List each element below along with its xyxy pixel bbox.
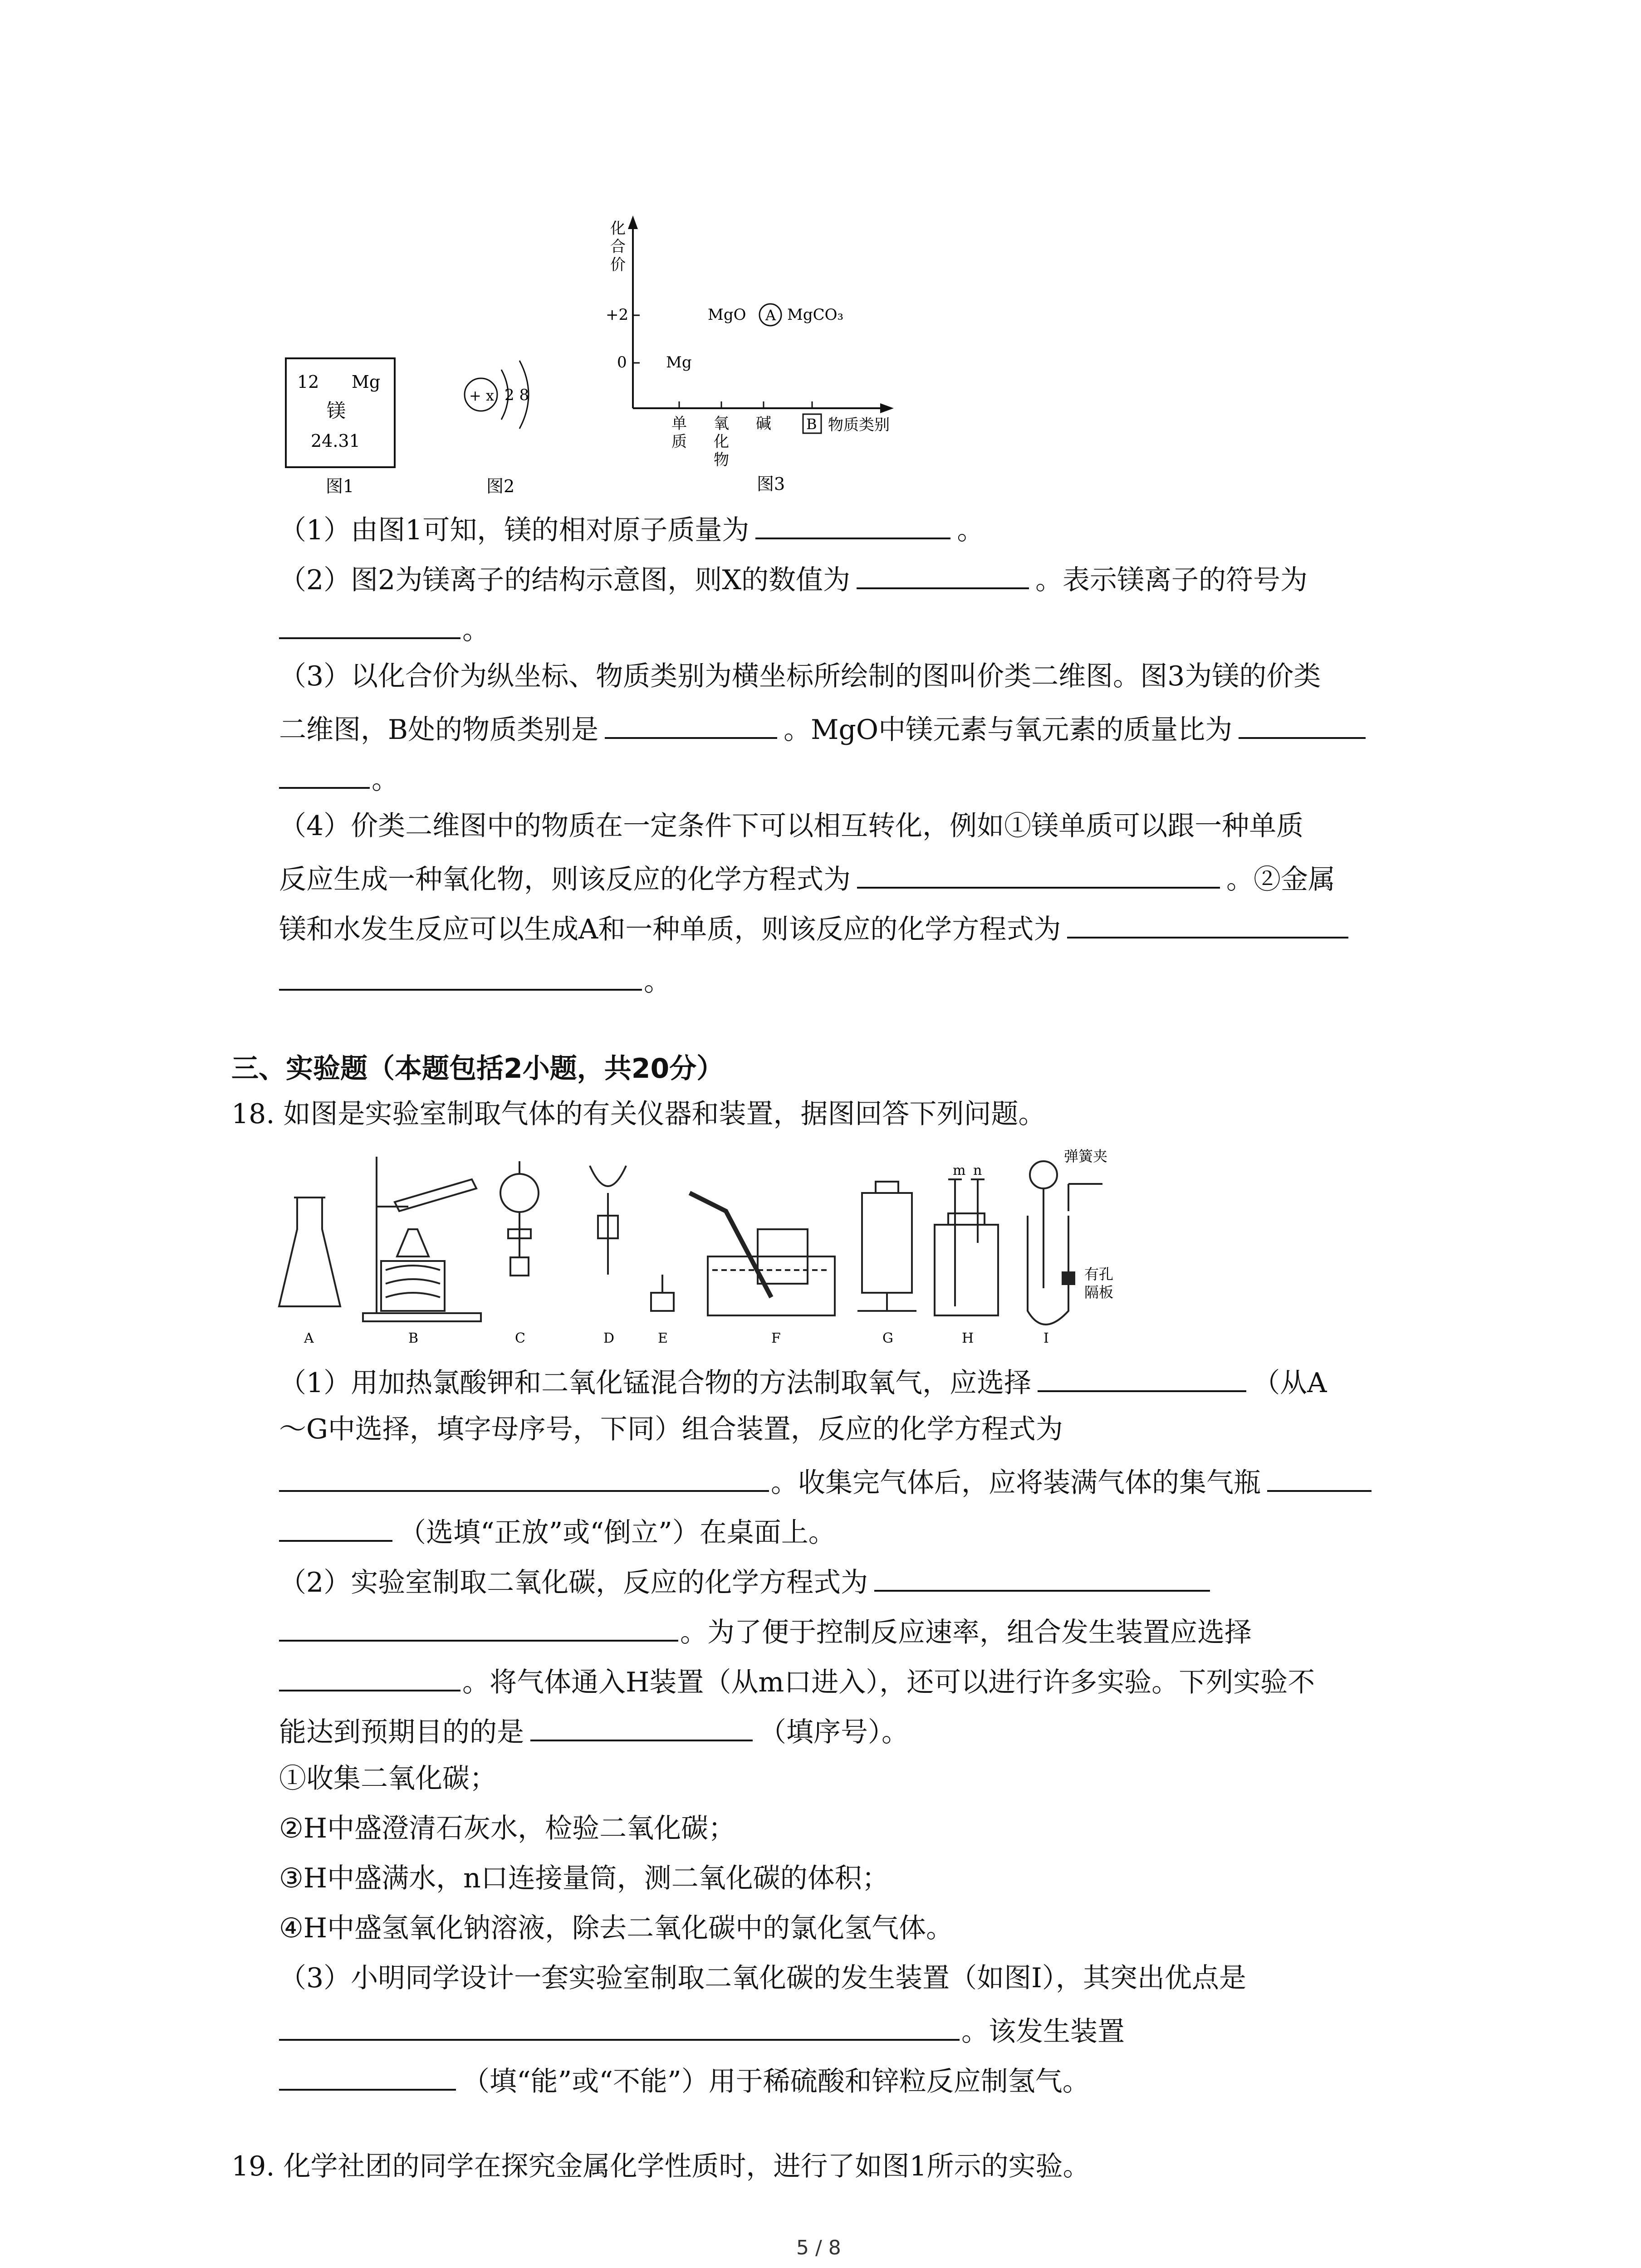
valence-chart-fig3	[606, 215, 894, 494]
answer-blank[interactable]	[279, 1613, 678, 1642]
answer-blank[interactable]	[605, 710, 777, 739]
answer-blank[interactable]	[530, 1712, 753, 1741]
svg-text:C: C	[515, 1330, 525, 1346]
x-axis-label: 物质类别	[828, 416, 890, 434]
point-mgco3: MgCO₃	[787, 306, 844, 324]
q17-part4-line1: （4）价类二维图中的物质在一定条件下可以相互转化，例如①镁单质可以跟一种单质	[279, 810, 1304, 842]
answer-blank[interactable]	[279, 1662, 460, 1691]
element-symbol: Mg	[352, 372, 381, 392]
heating-setup-b	[363, 1157, 481, 1321]
section-title: 三、实验题（本题包括2小题，共20分）	[231, 1053, 724, 1085]
shell-electrons: 2 8	[505, 386, 529, 404]
answer-blank[interactable]	[1267, 1463, 1372, 1492]
answer-blank[interactable]	[755, 510, 950, 539]
fig3-caption: 图3	[757, 474, 785, 494]
svg-text:单: 单	[671, 415, 687, 433]
y-tick-0: 0	[617, 353, 627, 371]
page-number: 5 / 8	[796, 2236, 841, 2259]
answer-blank[interactable]	[279, 1513, 392, 1542]
category-b: B	[806, 415, 817, 433]
q18-option-4: ④H中盛氢氧化钠溶液，除去二氧化碳中的氯化氢气体。	[279, 1912, 954, 1944]
spring-clip-label: 弹簧夹	[1064, 1148, 1108, 1165]
q18-part1-line1: （1）用加热氯酸钾和二氧化锰混合物的方法制取氧气，应选择 （从A	[279, 1363, 1327, 1399]
fig2-caption: 图2	[486, 476, 515, 496]
answer-blank[interactable]	[279, 962, 642, 991]
plate-label-2: 隔板	[1084, 1284, 1114, 1301]
mouth-m: m	[953, 1163, 966, 1178]
svg-text:物: 物	[714, 451, 729, 469]
plate-label-1: 有孔	[1084, 1266, 1114, 1283]
atomic-number: 12	[297, 372, 319, 392]
svg-text:B: B	[408, 1330, 419, 1346]
q17-part3-line1: （3）以化合价为纵坐标、物质类别为横坐标所绘制的图叫价类二维图。图3为镁的价类	[279, 660, 1321, 692]
q18-option-3: ③H中盛满水，n口连接量筒，测二氧化碳的体积；	[279, 1862, 889, 1894]
answer-blank[interactable]	[279, 610, 460, 639]
q18-part2-line1: （2）实验室制取二氧化碳，反应的化学方程式为	[279, 1563, 1210, 1599]
y-tick-plus2: +2	[606, 306, 629, 324]
flask-a	[279, 1198, 340, 1306]
element-tile-fig1	[286, 358, 395, 467]
q18-part3-line1: （3）小明同学设计一套实验室制取二氧化碳的发生装置（如图I），其突出优点是	[279, 1962, 1246, 1994]
q18-part2-line2: 。为了便于控制反应速率，组合发生装置应选择	[279, 1613, 1252, 1649]
funnel-d	[590, 1166, 626, 1275]
q17-part3-cont: 。	[279, 760, 399, 796]
q18-part1-line3: 。收集完气体后，应将装满气体的集气瓶	[279, 1463, 1372, 1499]
answer-blank[interactable]	[279, 760, 370, 789]
svg-text:碱: 碱	[756, 415, 771, 433]
answer-blank[interactable]	[279, 2062, 456, 2091]
mouth-n: n	[973, 1163, 982, 1178]
q17-part3-line2: 二维图，B处的物质类别是 。MgO中镁元素与氧元素的质量比为	[279, 710, 1366, 746]
q18-part2-line3: 。将气体通入H装置（从m口进入），还可以进行许多实验。下列实验不	[279, 1662, 1315, 1699]
q18-option-1: ①收集二氧化碳；	[279, 1763, 497, 1794]
q17-part1: （1）由图1可知，镁的相对原子质量为 。	[279, 510, 984, 547]
q17-part4-line3: 镁和水发生反应可以生成A和一种单质，则该反应的化学方程式为	[279, 909, 1348, 946]
q18-stem: 18. 如图是实验室制取气体的有关仪器和装置，据图回答下列问题。	[231, 1098, 1046, 1130]
answer-blank[interactable]	[857, 860, 1220, 889]
svg-text:I: I	[1043, 1330, 1049, 1346]
svg-text:E: E	[658, 1330, 668, 1346]
q18-option-2: ②H中盛澄清石灰水，检验二氧化碳；	[279, 1813, 736, 1844]
fig1-caption: 图1	[326, 476, 354, 496]
svg-text:价: 价	[610, 256, 626, 274]
q17-part4-cont: 。	[279, 962, 671, 998]
answer-blank[interactable]	[1067, 909, 1348, 938]
q18-part1-line4: （选填“正放”或“倒立”）在桌面上。	[279, 1513, 836, 1549]
atomic-mass: 24.31	[311, 431, 360, 451]
point-mgo: MgO	[708, 306, 746, 324]
svg-text:G: G	[882, 1330, 893, 1346]
magnesium-figures	[272, 213, 953, 499]
answer-blank[interactable]	[857, 560, 1029, 589]
ion-structure-fig2	[465, 361, 529, 429]
funnel-c	[500, 1161, 539, 1276]
answer-blank[interactable]	[1038, 1363, 1246, 1392]
answer-blank[interactable]	[1239, 710, 1366, 739]
point-mg: Mg	[666, 353, 692, 371]
washing-bottle-h	[935, 1179, 998, 1315]
q18-part2-line4: 能达到预期目的的是 （填序号）。	[279, 1712, 909, 1749]
q18-part1-line2: ～G中选择，填字母序号，下同）组合装置，反应的化学方程式为	[279, 1413, 1063, 1445]
answer-blank[interactable]	[874, 1563, 1210, 1592]
svg-text:氧: 氧	[714, 415, 729, 433]
element-name: 镁	[327, 400, 346, 422]
svg-text:化: 化	[714, 433, 729, 451]
q17-part4-line2: 反应生成一种氧化物，则该反应的化学方程式为 。②金属	[279, 860, 1335, 896]
q17-part2-cont: 。	[279, 610, 490, 646]
svg-text:H: H	[962, 1330, 974, 1346]
svg-text:化: 化	[610, 220, 626, 238]
svg-text:F: F	[771, 1330, 781, 1346]
svg-text:合: 合	[610, 238, 626, 256]
svg-text:D: D	[603, 1330, 615, 1346]
apparatus-figure	[272, 1139, 1180, 1347]
answer-blank[interactable]	[279, 1463, 769, 1492]
q19-stem: 19. 化学社团的同学在探究金属化学性质时，进行了如图1所示的实验。	[231, 2151, 1090, 2182]
svg-text:A: A	[304, 1330, 314, 1346]
q18-part3-line3: （填“能”或“不能”）用于稀硫酸和锌粒反应制氢气。	[279, 2062, 1090, 2098]
point-a: A	[765, 307, 776, 324]
water-trough-f	[690, 1193, 835, 1315]
q17-part2: （2）图2为镁离子的结构示意图，则X的数值为 。表示镁离子的符号为	[279, 560, 1308, 596]
nucleus-charge: + x	[469, 387, 495, 404]
svg-text:质: 质	[671, 433, 687, 451]
stopper-e	[651, 1275, 674, 1311]
q18-part3-line2: 。该发生装置	[279, 2012, 1125, 2048]
gas-bottle-g	[857, 1182, 916, 1311]
answer-blank[interactable]	[279, 2012, 960, 2041]
